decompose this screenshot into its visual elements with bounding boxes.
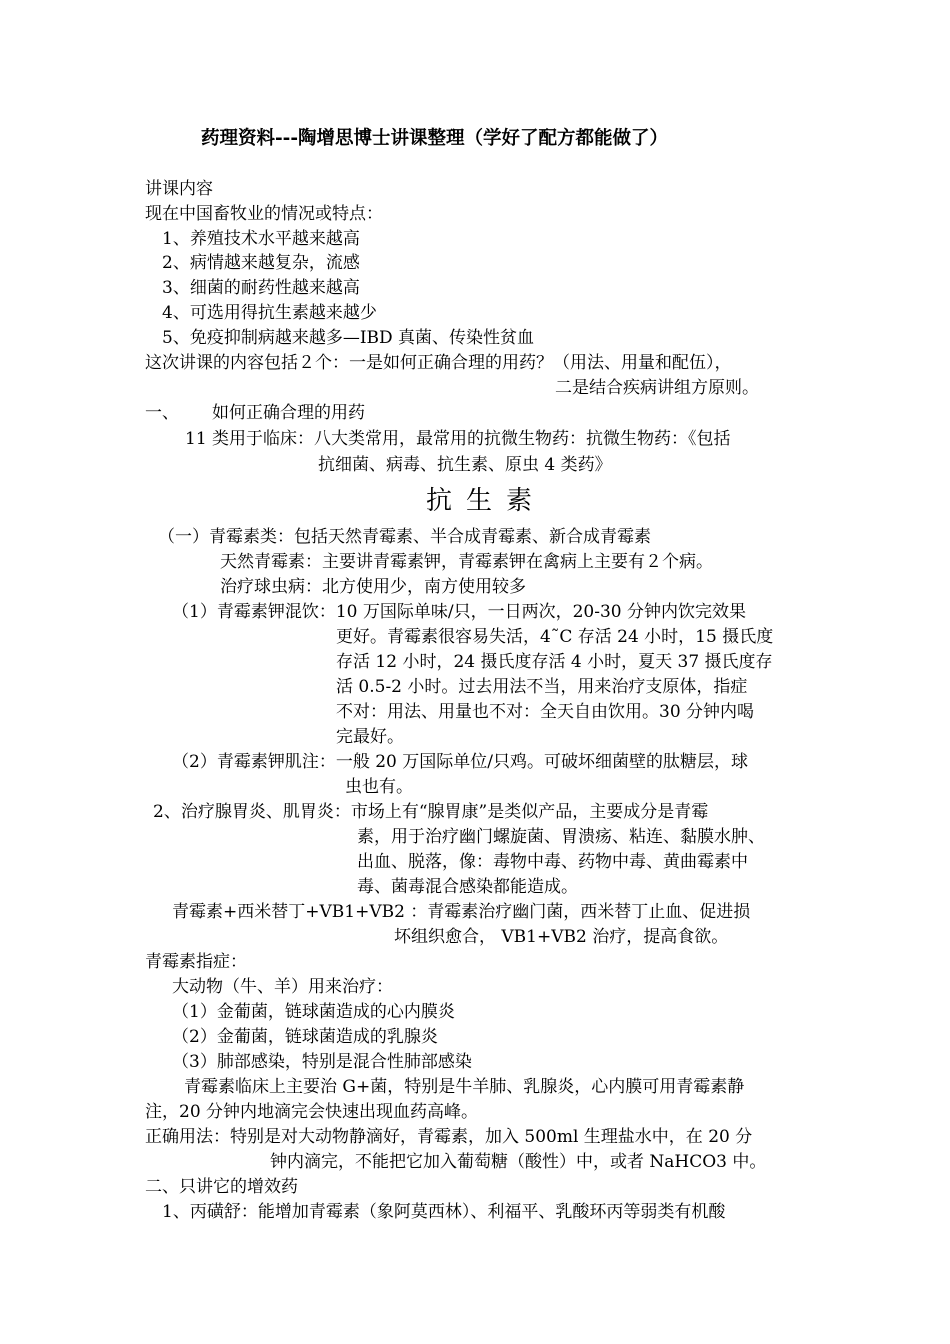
text-line: 更好。青霉素很容易失活，4˜C 存活 24 小时，15 摄氏度 [336, 627, 774, 647]
text-line: 坏组织愈合， VB1+VB2 治疗，提高食欲。 [394, 927, 729, 947]
text-line: 11 类用于临床：八大类常用，最常用的抗微生物药：抗微生物药：《包括 [185, 429, 731, 449]
document-title: 药理资料---陶增思博士讲课整理（学好了配方都能做了） [201, 128, 669, 149]
text-line: 大动物（牛、羊）用来治疗： [172, 977, 393, 997]
text-line: 存活 12 小时，24 摄氏度存活 4 小时，夏天 37 摄氏度存 [336, 652, 773, 672]
section-heading: 二、只讲它的增效药 [145, 1177, 298, 1197]
text-line: 注，20 分钟内地滴完会快速出现血药高峰。 [145, 1102, 479, 1122]
text-line: 毒、菌毒混合感染都能造成。 [357, 877, 578, 897]
text-line: 不对：用法、用量也不对：全天自由饮用。30 分钟内喝 [336, 702, 755, 722]
text-line: 青霉素临床上主要治 G+菌，特别是牛羊肺、乳腺炎，心内膜可用青霉素静 [184, 1077, 745, 1097]
text-line: （2）青霉素钾肌注：一般 20 万国际单位/只鸡。可破坏细菌壁的肽糖层，球 [172, 752, 748, 772]
list-item: 5、免疫抑制病越来越多—IBD 真菌、传染性贫血 [162, 328, 535, 348]
text-line: 青霉素+西米替丁+VB1+VB2 ：青霉素治疗幽门菌，西米替丁止血、促进损 [172, 902, 751, 922]
text-line: （1）青霉素钾混饮：10 万国际单味/只，一日两次，20-30 分钟内饮完效果 [172, 602, 746, 622]
text-line: 正确用法：特别是对大动物静滴好，青霉素，加入 500ml 生理盐水中，在 20 分 [145, 1127, 753, 1147]
text-line: 钟内滴完，不能把它加入葡萄糖（酸性）中，或者 NaHCO3 中。 [270, 1152, 767, 1172]
list-item: 1、养殖技术水平越来越高 [162, 229, 360, 249]
text-line: 现在中国畜牧业的情况或特点： [145, 204, 383, 224]
text-line: 治疗球虫病：北方使用少，南方使用较多 [220, 577, 526, 597]
section-title: 抗生素 [426, 486, 547, 516]
list-item: （2）金葡菌，链球菌造成的乳腺炎 [172, 1027, 438, 1047]
text-line: 出血、脱落，像：毒物中毒、药物中毒、黄曲霉素中 [357, 852, 748, 872]
text-line: 2、治疗腺胃炎、肌胃炎：市场上有“腺胃康”是类似产品，主要成分是青霉 [153, 802, 709, 822]
text-line: （一）青霉素类：包括天然青霉素、半合成青霉素、新合成青霉素 [158, 527, 651, 547]
list-item: （1）金葡菌，链球菌造成的心内膜炎 [172, 1002, 455, 1022]
list-item: （3）肺部感染，特别是混合性肺部感染 [172, 1052, 472, 1072]
text-line: 讲课内容 [145, 179, 213, 199]
list-item: 3、细菌的耐药性越来越高 [162, 278, 360, 298]
text-line: 素，用于治疗幽门螺旋菌、胃溃疡、粘连、黏膜水肿、 [357, 827, 765, 847]
text-line: 1、丙磺舒：能增加青霉素（象阿莫西林）、利福平、乳酸环丙等弱类有机酸 [162, 1202, 726, 1222]
section-number: 一、 [145, 403, 179, 423]
text-line: 青霉素指症： [145, 952, 247, 972]
list-item: 2、病情越来越复杂，流感 [162, 253, 360, 273]
text-line: 天然青霉素：主要讲青霉素钾，青霉素钾在禽病上主要有２个病。 [220, 552, 713, 572]
text-line: 完最好。 [336, 727, 404, 747]
section-heading: 如何正确合理的用药 [212, 403, 365, 423]
text-line: 这次讲课的内容包括２个：一是如何正确合理的用药？（用法、用量和配伍）， [145, 353, 732, 373]
list-item: 4、可选用得抗生素越来越少 [162, 303, 377, 323]
text-line: 二是结合疾病讲组方原则。 [555, 378, 759, 398]
text-line: 虫也有。 [345, 777, 413, 797]
text-line: 活 0.5-2 小时。过去用法不当，用来治疗支原体，指症 [336, 677, 748, 697]
text-line: 抗细菌、病毒、抗生素、原虫 4 类药》 [318, 455, 612, 475]
